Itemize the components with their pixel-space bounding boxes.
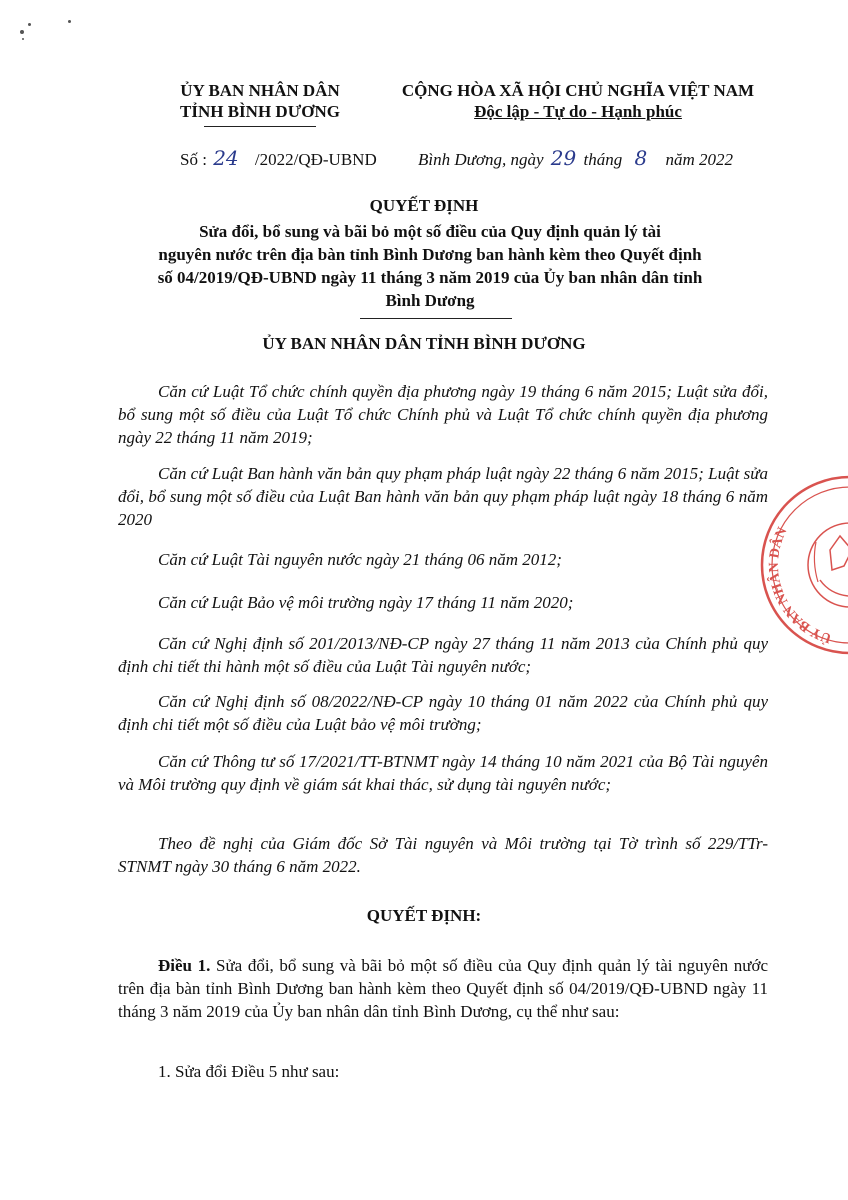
issuing-authority: ỦY BAN NHÂN DÂN TỈNH BÌNH DƯƠNG [262,334,586,353]
document-number [180,146,377,170]
legal-basis-8: Theo đề nghị của Giám đốc Sở Tài nguyên và Môi trường tại Tờ trình số 229/TTr-STNMT ngày 30 tháng 6 năm 2022. [118,834,768,876]
seal-text: ỦY BAN NHÂN DÂN [766,525,834,646]
scan-speck [20,30,24,34]
agency-underline [204,126,316,127]
decision-section-heading: QUYẾT ĐỊNH: [366,906,482,925]
legal-basis-3: Căn cứ Luật Tài nguyên nước ngày 21 tháng 06 năm 2012; [158,550,562,569]
agency-block [150,80,370,122]
date-month-label: tháng [583,150,623,169]
nation-line-1: CỘNG HÒA XÃ HỘI CHỦ NGHĨA VIỆT NAM [401,81,755,100]
number-prefix: Số : [180,150,207,169]
scan-speck [28,23,31,26]
scan-speck [68,20,71,23]
legal-basis-7: Căn cứ Thông tư số 17/2021/TT-BTNMT ngày 14 tháng 10 năm 2021 của Bộ Tài nguyên và Môi trường quy định về giám sát khai thác, sử dụng tài nguyên nước; [118,752,768,794]
subject-line-2: nguyên nước trên địa bàn tỉnh Bình Dương ban hành kèm theo Quyết định [158,245,702,264]
legal-basis-5: Căn cứ Nghị định số 201/2013/NĐ-CP ngày 27 tháng 11 năm 2013 của Chính phủ quy định chi tiết thi hành một số điều của Luật Tài nguyên nước; [118,634,768,676]
article-1 [118,954,768,1023]
decision-heading: QUYẾT ĐỊNH [369,196,479,215]
subject-line-3: số 04/2019/QĐ-UBND ngày 11 tháng 3 năm 2019 của Ủy ban nhân dân tỉnh [157,268,703,287]
nation-block [378,80,778,122]
legal-basis-1: Căn cứ Luật Tổ chức chính quyền địa phương ngày 19 tháng 6 năm 2015; Luật sửa đổi, bổ sung một số điều của Luật Tổ chức Chính phủ và Luật Tổ chức chính quyền địa phương ngày 22 tháng 11 năm 2019; [118,382,768,447]
decision-subject [80,220,780,312]
scan-speck [22,38,24,40]
subject-line-1: Sửa đổi, bổ sung và bãi bỏ một số điều của Quy định quản lý tài [199,222,661,241]
number-suffix: /2022/QĐ-UBND [254,150,377,169]
article-1-item-1: 1. Sửa đổi Điều 5 như sau: [158,1062,340,1081]
nation-motto: Độc lập - Tự do - Hạnh phúc [474,102,682,121]
document-date [418,146,733,170]
date-place: Bình Dương, ngày [418,150,544,169]
agency-line-2: TỈNH BÌNH DƯƠNG [180,102,340,121]
article-1-label: Điều 1. [158,956,211,975]
number-handwritten: 24 [213,146,239,170]
official-seal [760,470,848,660]
agency-line-1: ỦY BAN NHÂN DÂN [180,81,340,100]
subject-line-4: Bình Dương [385,291,475,310]
subject-underline [360,318,512,319]
legal-basis-4: Căn cứ Luật Bảo vệ môi trường ngày 17 tháng 11 năm 2020; [158,593,574,612]
legal-basis-6: Căn cứ Nghị định số 08/2022/NĐ-CP ngày 10 tháng 01 năm 2022 của Chính phủ quy định chi tiết một số điều của Luật bảo vệ môi trường; [118,692,768,734]
article-1-text: Sửa đổi, bổ sung và bãi bỏ một số điều của Quy định quản lý tài nguyên nước trên địa bàn tỉnh Bình Dương ban hành kèm theo Quyết định số 04/2019/QĐ-UBND ngày 11 tháng 3 năm 2019 của Ủy ban nhân dân tỉnh Bình Dương, cụ thể như sau: [118,956,769,1021]
date-month: 8 [634,146,648,170]
svg-text:ỦY BAN NHÂN DÂN [765,525,833,647]
date-day: 29 [550,146,577,170]
legal-basis-2: Căn cứ Luật Ban hành văn bản quy phạm pháp luật ngày 22 tháng 6 năm 2015; Luật sửa đổi, bổ sung một số điều của Luật Ban hành văn bản quy phạm pháp luật ngày 18 tháng 6 năm 2020 [118,464,768,529]
date-year: năm 2022 [665,150,733,169]
